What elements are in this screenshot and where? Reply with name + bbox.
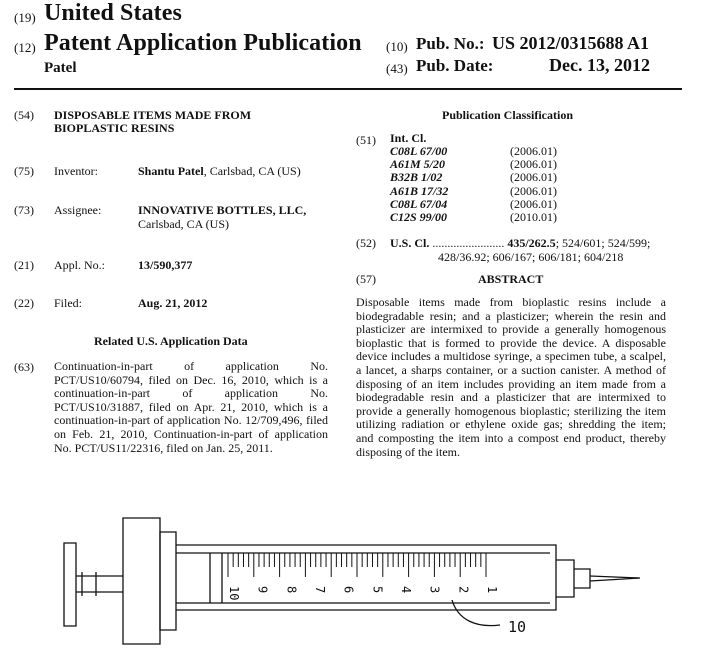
- inid-code-10: (10): [386, 39, 408, 54]
- abstract-heading: ABSTRACT: [478, 272, 544, 286]
- pub-date: Dec. 13, 2012: [549, 55, 650, 75]
- inventor-value: [138, 164, 301, 179]
- header-rule: [14, 88, 682, 90]
- int-class-row: [390, 185, 600, 198]
- int-class-row: [390, 211, 600, 224]
- us-cl-main: 435/262.5: [507, 236, 556, 250]
- title-line-2: BIOPLASTIC RESINS: [54, 121, 175, 135]
- needle-hub: [556, 560, 574, 597]
- int-class-version: (2006.01): [510, 196, 557, 211]
- scale-number: 4: [399, 586, 413, 594]
- needle: [590, 576, 640, 581]
- appl-no: 13/590,377: [138, 258, 193, 272]
- us-cl-line-2: 428/36.92; 606/167; 606/181; 604/218: [438, 250, 624, 264]
- inid-code-19: (19): [14, 10, 36, 25]
- abstract-text: Disposable items made from bioplastic resins include a biodegradable resin; and a plasticizer; wherein the resin and plasticizer are intermixed to provide a generally homogenous bioplastic that is formed to provide the device. A disposable device includes a multidose syringe, a specimen tube, a scalpel, a lancet, a sharps container, or a suction canister. A method of disposing of an item includes providing an item made from a biodegradable resin and a plasticizer that are intermixed to provide a generally homogenous bioplastic; sterilizing the item utilizing radiation or ethylene oxide gas; shredding the item; and composting the item into a compost end product, thereby disposing of the item.: [356, 295, 666, 459]
- assignee-name: INNOVATIVE BOTTLES, LLC,: [138, 203, 307, 217]
- scale-number: 1: [485, 586, 499, 594]
- int-class-row: [390, 198, 600, 211]
- us-cl-additional: ; 524/601; 524/599;: [555, 236, 651, 250]
- inventor-label: Inventor:: [54, 164, 98, 178]
- appl-no-label: Appl. No.:: [54, 258, 105, 272]
- inid-code-12: (12): [14, 40, 36, 55]
- int-class-list: [390, 145, 600, 224]
- scale-number: 7: [313, 586, 327, 594]
- reference-numeral: 10: [508, 618, 527, 636]
- int-class-code: A61M 5/20: [390, 157, 446, 172]
- us-cl-label: U.S. Cl.: [390, 236, 430, 250]
- title-line-1: DISPOSABLE ITEMS MADE FROM: [54, 108, 252, 122]
- int-class-version: (2006.01): [510, 170, 557, 185]
- int-class-code: C08L 67/00: [390, 144, 448, 158]
- plunger-thumb-press: [64, 543, 76, 626]
- inventor-name: Shantu Patel: [138, 164, 204, 178]
- int-cl-label: Int. Cl.: [390, 131, 427, 145]
- inid-code-73: (73): [14, 203, 34, 217]
- pub-date-label: Pub. Date:: [416, 56, 494, 75]
- barrel-scale-numbers: [227, 586, 499, 600]
- finger-flange: [123, 518, 160, 644]
- needle-hub-tip: [574, 569, 590, 588]
- inid-code-54: (54): [14, 108, 34, 122]
- inid-code-63: (63): [14, 360, 34, 374]
- us-cl-leader-dots: ........................: [432, 236, 505, 250]
- syringe-figure: [0, 490, 702, 659]
- reference-leader: [452, 600, 500, 626]
- barrel-scale-ticks: [228, 553, 486, 577]
- scale-number: 5: [370, 586, 385, 594]
- publication-type: Patent Application Publication: [44, 30, 362, 56]
- pub-no-label: Pub. No.:: [416, 34, 485, 53]
- assignee-label: Assignee:: [54, 203, 102, 217]
- inid-code-21: (21): [14, 258, 34, 272]
- inid-code-57: (57): [356, 272, 376, 286]
- country-heading: United States: [44, 0, 182, 26]
- scale-number: 8: [284, 586, 299, 594]
- inventor-surname-header: Patel: [44, 60, 77, 76]
- int-class-code: A61B 17/32: [390, 183, 449, 198]
- inid-code-52: (52): [356, 236, 376, 250]
- assignee-location: Carlsbad, CA (US): [138, 217, 229, 231]
- scale-number: 2: [456, 586, 471, 594]
- int-class-row: [390, 171, 600, 184]
- scale-number: 6: [341, 586, 356, 594]
- us-cl-line-1: [390, 236, 650, 251]
- inid-code-22: (22): [14, 296, 34, 310]
- flange-collar: [160, 532, 176, 630]
- int-class-code: B32B 1/02: [390, 170, 443, 185]
- scale-number: 9: [255, 586, 270, 594]
- pub-classification-heading: Publication Classification: [442, 108, 574, 122]
- inventor-location: , Carlsbad, CA (US): [203, 164, 301, 178]
- related-data-heading: Related U.S. Application Data: [94, 334, 248, 348]
- int-class-version: (2010.01): [510, 209, 557, 224]
- related-application-text: Continuation-in-part of application No. PCT/US10/60794, filed on Dec. 16, 2010, which is a continuation-in-part of application No. PCT/US10/31887, filed on Apr. 21, 2010, which is a continuation-in-part of application No. 12/709,496, filed on Feb. 21, 2010, Continuation-in-part of application No. PCT/US11/22316, filed on Jan. 25, 2011.: [54, 359, 328, 455]
- inid-code-51: (51): [356, 133, 376, 147]
- int-class-code: C12S 99/00: [390, 209, 448, 224]
- plunger-seal: [210, 553, 222, 603]
- int-class-version: (2006.01): [510, 157, 557, 172]
- pub-number: US 2012/0315688 A1: [492, 33, 650, 53]
- plunger-rod: [76, 576, 123, 592]
- inid-code-75: (75): [14, 164, 34, 178]
- int-class-version: (2006.01): [510, 183, 557, 198]
- int-class-version: (2006.01): [510, 144, 557, 158]
- inid-code-43: (43): [386, 61, 408, 76]
- scale-number: 3: [427, 586, 442, 594]
- filed-date: Aug. 21, 2012: [138, 296, 208, 310]
- filed-label: Filed:: [54, 296, 83, 310]
- scale-number: 10: [227, 586, 241, 601]
- int-class-code: C08L 67/04: [390, 196, 448, 211]
